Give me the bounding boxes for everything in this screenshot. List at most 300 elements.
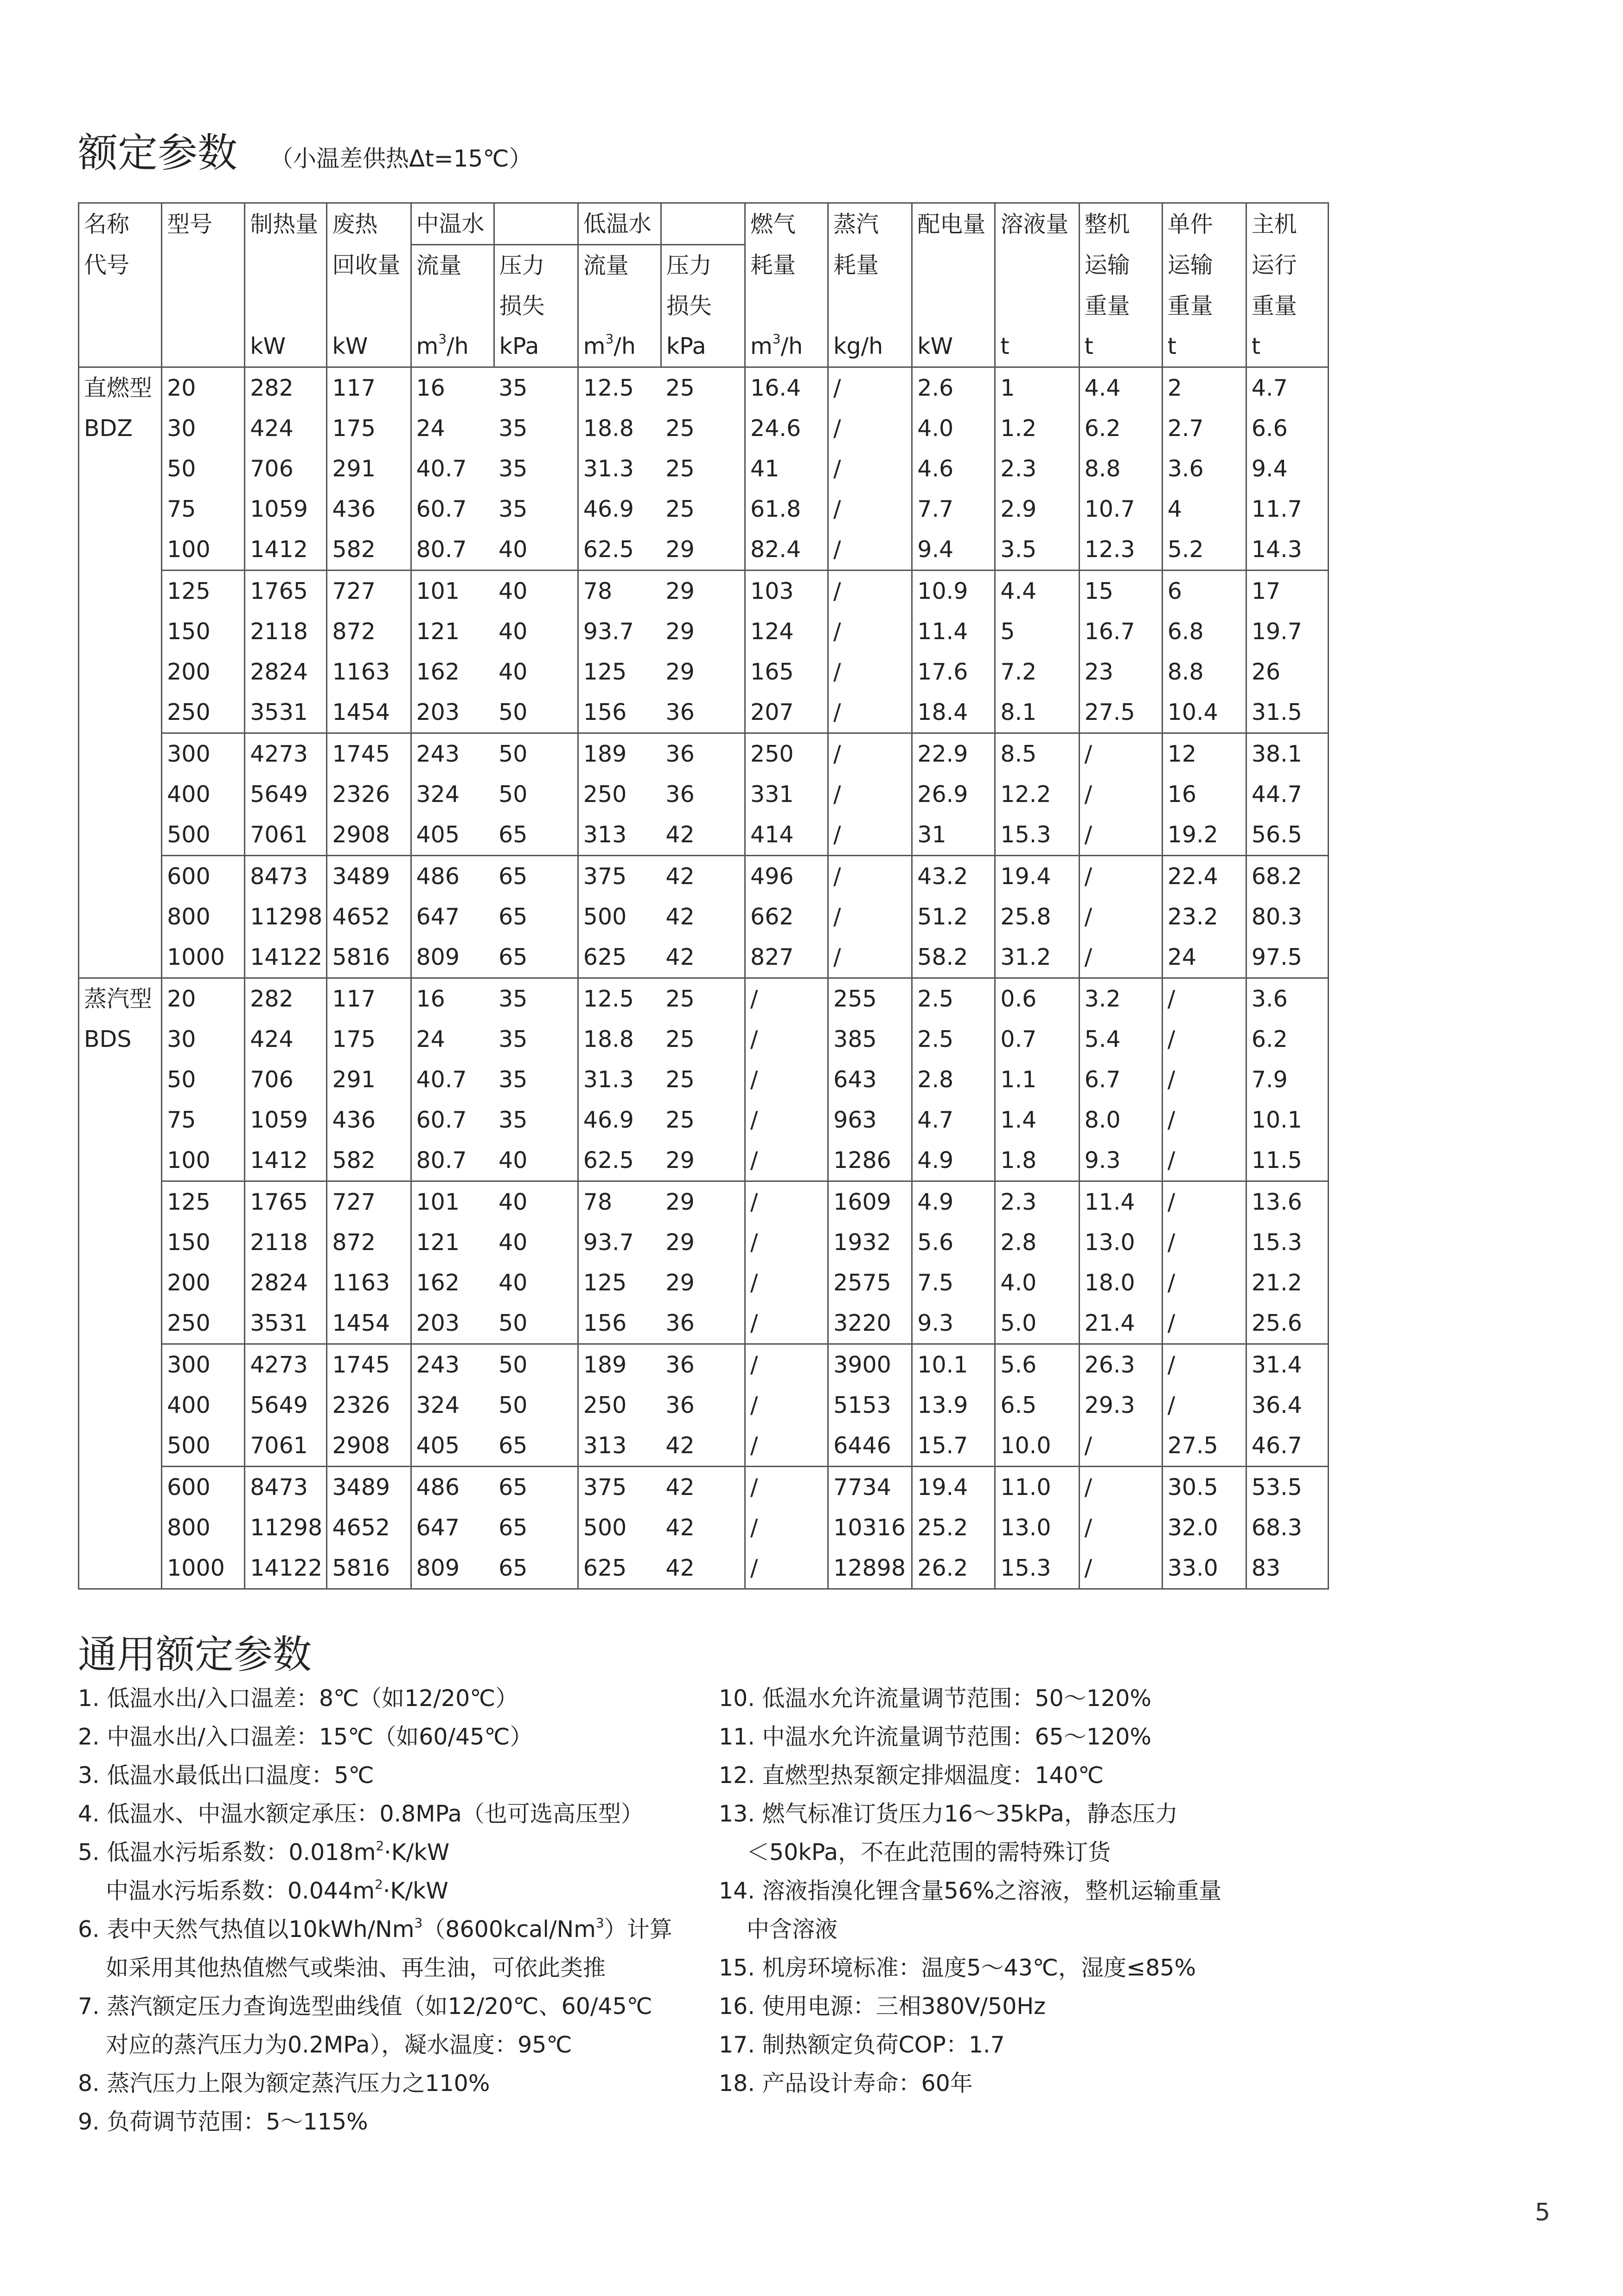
cell-value: 125 <box>583 659 627 685</box>
cell-value: 19.7 <box>1251 618 1302 645</box>
table-cell <box>1079 1548 1162 1589</box>
cell-value: 40 <box>498 1189 528 1215</box>
table-cell <box>162 1019 245 1059</box>
cell-value: / <box>750 1352 758 1378</box>
table-cell <box>1162 692 1246 733</box>
header-label: 低温水 <box>583 211 652 237</box>
table-cell <box>162 978 245 1020</box>
table-cell <box>661 856 745 897</box>
cell-value: 625 <box>583 944 627 970</box>
table-cell <box>494 774 578 815</box>
table-cell <box>1246 692 1328 733</box>
table-cell <box>327 1303 411 1344</box>
cell-value: 3220 <box>833 1310 891 1336</box>
table-row <box>79 1181 1329 1223</box>
cell-value: / <box>833 618 841 645</box>
table-cell <box>1162 1548 1246 1589</box>
cell-value: 11298 <box>250 1514 323 1541</box>
note-line <box>719 2064 1221 2103</box>
table-cell <box>494 1059 578 1100</box>
table-cell <box>494 1019 578 1059</box>
table-cell <box>1079 1425 1162 1467</box>
table-cell <box>828 1019 912 1059</box>
table-cell <box>494 408 578 449</box>
cell-value: 31.5 <box>1251 699 1302 725</box>
table-cell <box>162 692 245 733</box>
table-row <box>79 652 1329 692</box>
cell-value: 809 <box>416 1555 460 1581</box>
table-cell <box>1162 1507 1246 1548</box>
cell-value: 8473 <box>250 1474 308 1501</box>
cell-value: 40 <box>498 1229 528 1256</box>
table-cell <box>1246 1019 1328 1059</box>
table-cell <box>1246 937 1328 978</box>
table-cell <box>828 571 912 612</box>
table-cell <box>828 774 912 815</box>
table-cell <box>995 652 1079 692</box>
cell-value: / <box>750 1514 758 1541</box>
header-row <box>79 203 1329 245</box>
cell-value: 3489 <box>332 863 390 890</box>
cell-value: 50 <box>167 455 196 482</box>
table-cell <box>1246 1222 1328 1263</box>
table-cell <box>578 1548 661 1589</box>
table-cell <box>327 408 411 449</box>
table-cell <box>494 1100 578 1140</box>
table-cell <box>1246 489 1328 529</box>
header-label: 配电量 <box>917 211 986 237</box>
table-cell <box>162 774 245 815</box>
table-cell <box>494 1181 578 1223</box>
table-row <box>79 692 1329 733</box>
table-cell <box>1246 1344 1328 1385</box>
cell-value: 6.6 <box>1251 415 1288 442</box>
table-cell <box>245 611 327 652</box>
table-row <box>79 367 1329 409</box>
table-cell <box>1079 937 1162 978</box>
table-cell <box>912 1100 995 1140</box>
table-cell <box>1246 774 1328 815</box>
general-notes-right <box>719 1679 1221 2103</box>
cell-value: 68.3 <box>1251 1514 1302 1541</box>
table-cell <box>828 856 912 897</box>
table-cell <box>661 1425 745 1467</box>
cell-value: 486 <box>416 863 460 890</box>
table-cell <box>1162 1467 1246 1508</box>
table-cell <box>411 571 494 612</box>
table-cell <box>661 1100 745 1140</box>
table-cell <box>661 1467 745 1508</box>
table-cell <box>661 408 745 449</box>
cell-value: 10.1 <box>1251 1107 1302 1133</box>
note-line <box>719 1910 1221 1949</box>
cell-value: 800 <box>167 1514 211 1541</box>
table-cell <box>578 1385 661 1425</box>
header-cell <box>327 286 411 326</box>
table-cell <box>745 1140 828 1181</box>
table-cell <box>1246 408 1328 449</box>
series-cell <box>79 611 162 652</box>
series-cell <box>79 774 162 815</box>
header-cell <box>995 286 1079 326</box>
cell-value: 25 <box>665 986 695 1012</box>
table-cell <box>745 733 828 775</box>
cell-value: 41 <box>750 455 780 482</box>
table-cell <box>327 529 411 571</box>
cell-value: 18.8 <box>583 415 634 442</box>
note-line <box>78 1949 672 1987</box>
unit-superscript: 3 <box>438 331 447 346</box>
header-cell <box>411 326 494 367</box>
note-text: 1. 低温水出/入口温差：8℃（如12/20℃） <box>78 1685 518 1712</box>
cell-value: 872 <box>332 1229 376 1256</box>
table-cell <box>411 897 494 937</box>
table-cell <box>411 1100 494 1140</box>
cell-value: 10316 <box>833 1514 906 1541</box>
cell-value: 40.7 <box>416 1066 467 1093</box>
cell-value: 1932 <box>833 1229 891 1256</box>
cell-value: 40 <box>498 1270 528 1296</box>
cell-value: 82.4 <box>750 536 801 563</box>
table-cell <box>912 733 995 775</box>
table-cell <box>578 449 661 489</box>
table-cell <box>245 937 327 978</box>
table-cell <box>828 1344 912 1385</box>
cell-value: 29 <box>665 1189 695 1215</box>
note-text: 14. 溶液指溴化锂含量56%之溶液，整机运输重量 <box>719 1878 1222 1904</box>
cell-value: 162 <box>416 659 460 685</box>
table-cell <box>912 367 995 409</box>
table-cell <box>1246 1303 1328 1344</box>
table-cell <box>411 978 494 1020</box>
cell-value: / <box>1084 904 1093 930</box>
table-cell <box>1079 1344 1162 1385</box>
note-line <box>78 1795 672 1833</box>
table-cell <box>327 571 411 612</box>
cell-value: 207 <box>750 699 794 725</box>
header-cell <box>494 326 578 367</box>
cell-value: 36 <box>665 1310 695 1336</box>
cell-value: / <box>1167 1026 1176 1052</box>
cell-value: 78 <box>583 1189 613 1215</box>
cell-value: 40 <box>498 536 528 563</box>
table-cell <box>578 1344 661 1385</box>
table-cell <box>1162 815 1246 856</box>
cell-value: 706 <box>250 1066 294 1093</box>
table-cell <box>245 897 327 937</box>
cell-value: 24 <box>416 415 445 442</box>
table-cell <box>1246 856 1328 897</box>
header-cell <box>745 203 828 245</box>
cell-value: 31.3 <box>583 1066 634 1093</box>
header-cell <box>494 286 578 326</box>
cell-value: 6 <box>1167 578 1182 604</box>
table-cell <box>995 408 1079 449</box>
table-cell <box>162 652 245 692</box>
table-cell <box>1246 897 1328 937</box>
table-cell <box>494 1548 578 1589</box>
cell-value: 2575 <box>833 1270 891 1296</box>
cell-value: / <box>1084 944 1093 970</box>
cell-value: 11.4 <box>1084 1189 1135 1215</box>
note-line <box>719 1833 1221 1872</box>
header-cell <box>912 245 995 286</box>
cell-value: 291 <box>332 455 376 482</box>
cell-value: 282 <box>250 986 294 1012</box>
table-cell <box>1162 978 1246 1020</box>
cell-value: 65 <box>498 821 528 848</box>
table-cell <box>327 897 411 937</box>
cell-value: 42 <box>665 944 695 970</box>
cell-value: 50 <box>498 699 528 725</box>
table-cell <box>1079 1140 1162 1181</box>
cell-value: / <box>750 1107 758 1133</box>
cell-value: 36 <box>665 781 695 808</box>
cell-value: 647 <box>416 1514 460 1541</box>
cell-value: 4.0 <box>917 415 954 442</box>
table-cell <box>1246 815 1328 856</box>
table-cell <box>327 1548 411 1589</box>
table-cell <box>162 1100 245 1140</box>
cell-value: 12 <box>1167 741 1197 767</box>
table-cell <box>745 449 828 489</box>
table-cell <box>995 978 1079 1020</box>
header-cell <box>162 203 245 245</box>
table-cell <box>578 652 661 692</box>
cell-value: 6.7 <box>1084 1066 1121 1093</box>
cell-value: 31.4 <box>1251 1352 1302 1378</box>
cell-value: 29 <box>665 1270 695 1296</box>
table-cell <box>745 1344 828 1385</box>
series-cell <box>79 856 162 897</box>
table-cell <box>411 1303 494 1344</box>
cell-value: 727 <box>332 578 376 604</box>
cell-value: 1 <box>1000 375 1015 401</box>
cell-value: 42 <box>665 1555 695 1581</box>
table-cell <box>578 1467 661 1508</box>
table-row <box>79 1344 1329 1385</box>
table-cell <box>912 897 995 937</box>
cell-value: 29 <box>665 618 695 645</box>
cell-value: 1059 <box>250 496 308 522</box>
cell-value: 400 <box>167 781 211 808</box>
cell-value: / <box>833 455 841 482</box>
table-cell <box>661 774 745 815</box>
table-cell <box>828 1263 912 1303</box>
table-cell <box>494 937 578 978</box>
note-text: 11. 中温水允许流量调节范围：65～120% <box>719 1724 1151 1750</box>
cell-value: 1765 <box>250 578 308 604</box>
header-label: 损失 <box>666 293 712 319</box>
cell-value: 19.2 <box>1167 821 1218 848</box>
table-cell <box>245 1100 327 1140</box>
cell-value: 50 <box>498 1310 528 1336</box>
table-cell <box>245 571 327 612</box>
header-cell <box>411 286 494 326</box>
cell-value: / <box>1167 986 1176 1012</box>
table-cell <box>494 571 578 612</box>
header-cell <box>912 203 995 245</box>
table-cell <box>578 1019 661 1059</box>
table-cell <box>494 815 578 856</box>
table-cell <box>327 652 411 692</box>
cell-value: 78 <box>583 578 613 604</box>
table-cell <box>912 652 995 692</box>
table-cell <box>162 897 245 937</box>
cell-value: 35 <box>498 986 528 1012</box>
header-cell <box>245 245 327 286</box>
table-cell <box>1246 1507 1328 1548</box>
table-row <box>79 733 1329 775</box>
table-cell <box>327 1425 411 1467</box>
cell-value: 9.4 <box>917 536 954 563</box>
table-cell <box>245 408 327 449</box>
series-name: 蒸汽型 <box>84 986 153 1012</box>
header-cell <box>494 203 578 245</box>
series-cell <box>79 529 162 571</box>
cell-value: / <box>833 375 841 401</box>
cell-value: 14122 <box>250 1555 323 1581</box>
table-cell <box>411 1222 494 1263</box>
table-cell <box>745 571 828 612</box>
note-line <box>719 1679 1221 1718</box>
cell-value: 175 <box>332 415 376 442</box>
header-cell <box>578 245 661 286</box>
cell-value: 2.8 <box>917 1066 954 1093</box>
cell-value: 4652 <box>332 1514 390 1541</box>
header-cell <box>1079 203 1162 245</box>
table-cell <box>245 1425 327 1467</box>
cell-value: 414 <box>750 821 794 848</box>
cell-value: 29 <box>665 1147 695 1174</box>
cell-value: 16 <box>416 986 445 1012</box>
table-cell <box>995 1059 1079 1100</box>
table-cell <box>661 1344 745 1385</box>
cell-value: 11.7 <box>1251 496 1302 522</box>
header-row <box>79 245 1329 286</box>
cell-value: 100 <box>167 536 211 563</box>
note-text: 如采用其他热值燃气或柴油、再生油，可依此类推 <box>106 1955 606 1981</box>
cell-value: 5816 <box>332 944 390 970</box>
table-row <box>79 449 1329 489</box>
table-cell <box>494 449 578 489</box>
cell-value: 5649 <box>250 781 308 808</box>
cell-value: 42 <box>665 1474 695 1501</box>
cell-value: 60.7 <box>416 496 467 522</box>
table-cell <box>1162 408 1246 449</box>
table-cell <box>912 1059 995 1100</box>
cell-value: 3489 <box>332 1474 390 1501</box>
table-cell <box>912 815 995 856</box>
table-cell <box>411 1385 494 1425</box>
header-cell <box>79 245 162 286</box>
cell-value: 2326 <box>332 781 390 808</box>
header-cell <box>327 245 411 286</box>
cell-value: 2118 <box>250 618 308 645</box>
table-row <box>79 1100 1329 1140</box>
cell-value: 30 <box>167 1026 196 1052</box>
header-row <box>79 326 1329 367</box>
note-line <box>78 1679 672 1718</box>
table-cell <box>411 1140 494 1181</box>
note-text: 中含溶液 <box>747 1916 838 1943</box>
cell-value: 10.4 <box>1167 699 1218 725</box>
table-cell <box>578 489 661 529</box>
header-cell <box>578 203 661 245</box>
cell-value: 11.5 <box>1251 1147 1302 1174</box>
cell-value: / <box>750 1432 758 1459</box>
table-cell <box>1162 774 1246 815</box>
series-cell <box>79 1507 162 1548</box>
header-cell <box>1079 326 1162 367</box>
cell-value: 30 <box>167 415 196 442</box>
header-label: 代号 <box>84 252 130 279</box>
series-cell <box>79 897 162 937</box>
cell-value: 18.0 <box>1084 1270 1135 1296</box>
table-cell <box>1162 733 1246 775</box>
table-cell <box>828 1222 912 1263</box>
table-cell <box>245 774 327 815</box>
table-cell <box>162 571 245 612</box>
cell-value: 243 <box>416 741 460 767</box>
table-cell <box>245 733 327 775</box>
table-cell <box>162 408 245 449</box>
cell-value: / <box>833 699 841 725</box>
cell-value: 40 <box>498 578 528 604</box>
note-text: 9. 负荷调节范围：5～115% <box>78 2109 368 2135</box>
cell-value: 19.4 <box>917 1474 968 1501</box>
table-cell <box>245 367 327 409</box>
header-cell <box>995 326 1079 367</box>
table-cell <box>327 815 411 856</box>
table-cell <box>411 652 494 692</box>
table-cell <box>1079 571 1162 612</box>
cell-value: 18.8 <box>583 1026 634 1052</box>
note-line <box>719 1756 1221 1795</box>
cell-value: / <box>1084 1432 1093 1459</box>
table-cell <box>661 367 745 409</box>
table-cell <box>1079 652 1162 692</box>
table-cell <box>245 978 327 1020</box>
cell-value: / <box>750 1066 758 1093</box>
table-cell <box>411 1507 494 1548</box>
series-cell <box>79 449 162 489</box>
table-cell <box>411 856 494 897</box>
table-cell <box>162 815 245 856</box>
cell-value: 80.7 <box>416 536 467 563</box>
series-cell <box>79 1467 162 1508</box>
header-cell <box>1246 326 1328 367</box>
table-cell <box>1162 611 1246 652</box>
cell-value: 25.8 <box>1000 904 1051 930</box>
cell-value: / <box>833 496 841 522</box>
table-cell <box>1162 571 1246 612</box>
table-cell <box>245 1222 327 1263</box>
header-cell <box>162 286 245 326</box>
header-cell <box>162 326 245 367</box>
table-cell <box>245 1263 327 1303</box>
table-cell <box>661 489 745 529</box>
table-row <box>79 774 1329 815</box>
table-cell <box>162 1385 245 1425</box>
cell-value: 375 <box>583 1474 627 1501</box>
table-cell <box>327 1507 411 1548</box>
table-row <box>79 1222 1329 1263</box>
cell-value: 582 <box>332 1147 376 1174</box>
cell-value: 250 <box>583 1392 627 1418</box>
cell-value: / <box>750 1270 758 1296</box>
header-label: 蒸汽 <box>833 211 879 237</box>
